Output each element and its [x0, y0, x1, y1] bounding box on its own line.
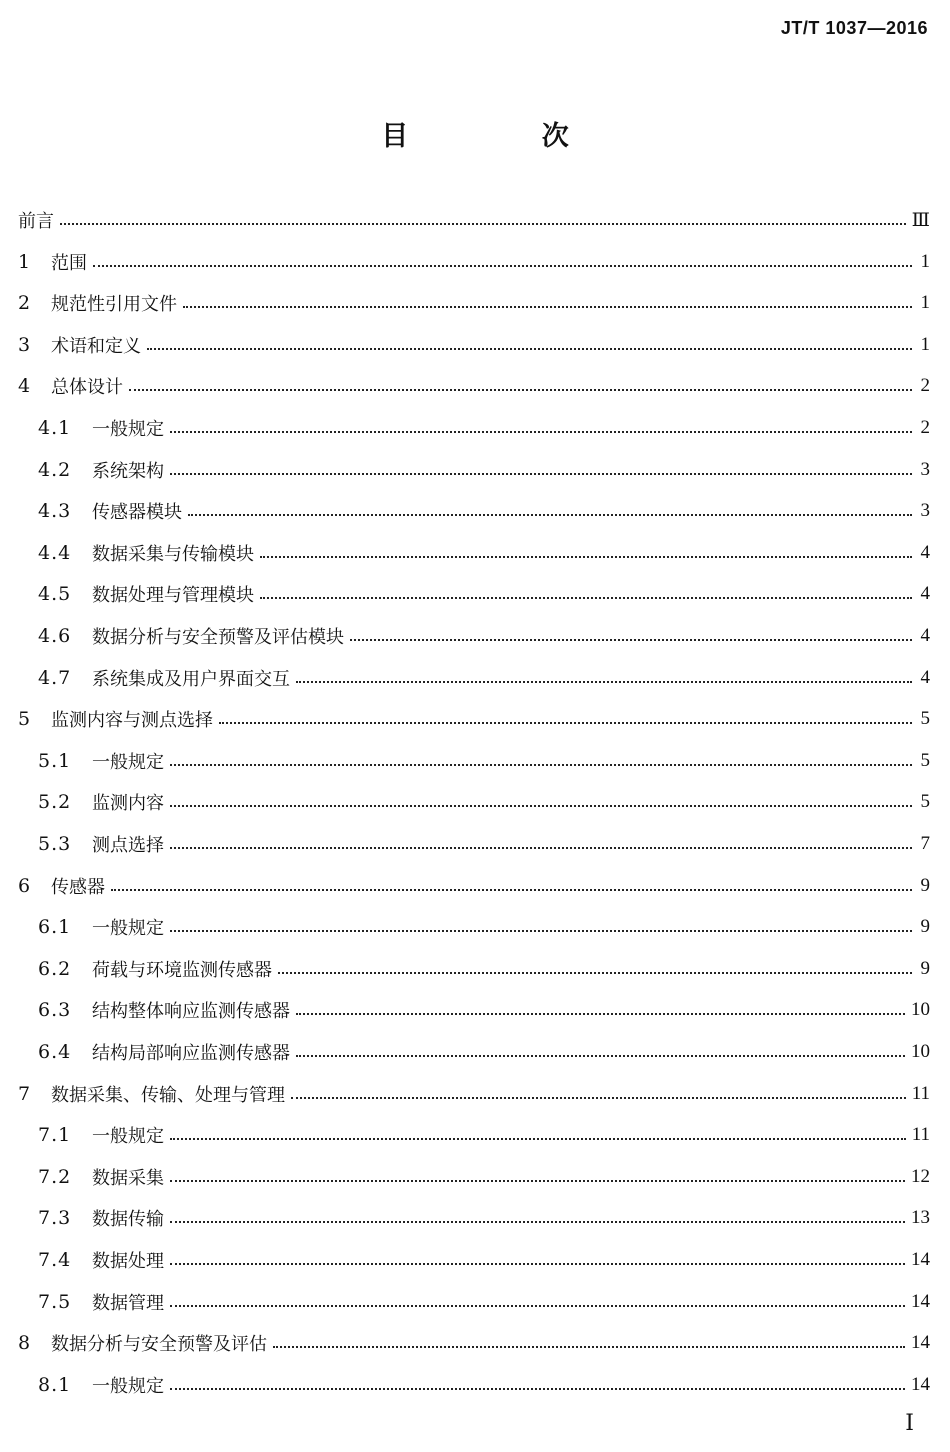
dot-leader	[260, 556, 912, 558]
page-title: 目 次	[381, 121, 631, 152]
toc-entry-page-number: 4	[920, 542, 930, 563]
toc-entry-label: 数据管理	[92, 1293, 164, 1314]
toc-entry-label: 术语和定义	[51, 336, 141, 357]
toc-entry-label: 规范性引用文件	[51, 294, 177, 315]
toc-entry-page-number: 5	[920, 708, 930, 729]
toc-entry[interactable]	[38, 663, 930, 693]
toc-entry-page-number: 5	[920, 750, 930, 771]
dot-leader	[170, 1180, 905, 1182]
toc-entry-page-number: 3	[920, 500, 930, 521]
toc-entry[interactable]	[38, 954, 930, 984]
page-folio: Ⅰ	[905, 1410, 914, 1435]
toc-entry-page-number: 14	[911, 1291, 930, 1312]
dot-leader	[170, 805, 912, 807]
toc-entry-page-number: 9	[920, 916, 930, 937]
toc-entry-number: 7.2	[38, 1166, 72, 1188]
toc-entry-label: 数据传输	[92, 1209, 164, 1230]
toc-entry-page-number: 9	[920, 958, 930, 979]
toc-entry[interactable]	[38, 538, 930, 568]
dot-leader	[170, 431, 912, 433]
toc-entry-number: 6	[18, 875, 31, 897]
toc-entry-label: 传感器	[51, 877, 105, 898]
dot-leader	[129, 389, 912, 391]
toc-entry-label: 荷载与环境监测传感器	[92, 960, 272, 981]
toc-entry[interactable]	[38, 1245, 930, 1275]
toc-entry-number: 7.3	[38, 1207, 72, 1229]
toc-entry-number: 8	[18, 1332, 31, 1354]
dot-leader	[260, 597, 912, 599]
toc-entry-label: 监测内容	[92, 793, 164, 814]
dot-leader	[291, 1097, 906, 1099]
toc-entry[interactable]	[38, 1037, 930, 1067]
toc-entry-label: 结构整体响应监测传感器	[92, 1001, 290, 1022]
toc-entry-number: 3	[18, 334, 31, 356]
toc-entry-page-number: 11	[911, 1124, 930, 1145]
toc-entry-number: 7	[18, 1083, 31, 1105]
dot-leader	[170, 1305, 905, 1307]
toc-entry-label: 数据采集、传输、处理与管理	[51, 1085, 285, 1106]
toc-entry-number: 5.2	[38, 791, 72, 813]
dot-leader	[219, 722, 912, 724]
dot-leader	[111, 889, 912, 891]
toc-entry-number: 4.5	[38, 583, 72, 605]
toc-entry-number: 5.1	[38, 750, 72, 772]
toc-entry-page-number: 11	[911, 1083, 930, 1104]
toc-entry-number: 6.1	[38, 916, 72, 938]
toc-entry-label: 一般规定	[92, 1376, 164, 1397]
toc-entry-label: 数据采集与传输模块	[92, 544, 254, 565]
dot-leader	[93, 265, 912, 267]
toc-entry-number: 4	[18, 375, 31, 397]
toc-entry-number: 1	[18, 251, 31, 273]
toc-entry-page-number: 10	[911, 1041, 930, 1062]
toc-entry[interactable]	[38, 829, 930, 859]
dot-leader	[170, 1221, 905, 1223]
toc-entry[interactable]	[18, 330, 930, 360]
toc-entry-page-number: 10	[911, 999, 930, 1020]
toc-entry-label: 系统集成及用户界面交互	[92, 669, 290, 690]
toc-entry-label: 一般规定	[92, 752, 164, 773]
toc-entry-label: 一般规定	[92, 419, 164, 440]
toc-entry-number: 4.4	[38, 542, 72, 564]
dot-leader	[188, 514, 912, 516]
toc-entry-page-number: 14	[911, 1332, 930, 1353]
toc-entry-number: 4.3	[38, 500, 72, 522]
toc-entry[interactable]	[38, 995, 930, 1025]
toc-entry-number: 4.6	[38, 625, 72, 647]
dot-leader	[170, 764, 912, 766]
toc-entry-number: 8.1	[38, 1374, 72, 1396]
dot-leader	[170, 1388, 905, 1390]
toc-entry[interactable]	[18, 1079, 930, 1109]
toc-entry-page-number: 4	[920, 625, 930, 646]
toc-entry-number: 7.1	[38, 1124, 72, 1146]
toc-entry[interactable]	[18, 871, 930, 901]
toc-entry-page-number: 1	[920, 334, 930, 355]
toc-entry[interactable]	[38, 787, 930, 817]
toc-entry[interactable]	[18, 371, 930, 401]
toc-entry-label: 系统架构	[92, 461, 164, 482]
toc-entry[interactable]	[38, 1370, 930, 1400]
toc-entry-label: 总体设计	[51, 377, 123, 398]
toc-entry[interactable]	[18, 704, 930, 734]
toc-entry-label: 传感器模块	[92, 502, 182, 523]
toc-entry[interactable]	[18, 1328, 930, 1358]
toc-entry-label: 前言	[18, 211, 54, 232]
toc-entry[interactable]	[38, 1120, 930, 1150]
dot-leader	[170, 847, 912, 849]
toc-entry[interactable]	[38, 496, 930, 526]
toc-entry-page-number: 14	[911, 1249, 930, 1270]
toc-entry-label: 数据分析与安全预警及评估模块	[92, 627, 344, 648]
dot-leader	[296, 681, 912, 683]
toc-entry[interactable]	[18, 247, 930, 277]
toc-entry-number: 6.4	[38, 1041, 72, 1063]
dot-leader	[170, 1138, 906, 1140]
dot-leader	[350, 639, 912, 641]
toc-entry-label: 范围	[51, 253, 87, 274]
toc-entry-label: 数据分析与安全预警及评估	[51, 1334, 267, 1355]
dot-leader	[170, 1263, 905, 1265]
toc-entry-page-number: 13	[911, 1207, 930, 1228]
toc-entry-page-number: 14	[911, 1374, 930, 1395]
toc-entry-label: 测点选择	[92, 835, 164, 856]
toc-entry-number: 5	[18, 708, 31, 730]
toc-entry-number: 2	[18, 292, 31, 314]
toc-entry-page-number: Ⅲ	[911, 209, 930, 231]
toc-entry-label: 数据处理	[92, 1251, 164, 1272]
dot-leader	[170, 473, 912, 475]
toc-entry-label: 结构局部响应监测传感器	[92, 1043, 290, 1064]
toc-entry[interactable]	[38, 413, 930, 443]
toc-entry-page-number: 4	[920, 583, 930, 604]
standard-code: JT/T 1037—2016	[780, 18, 928, 38]
toc-entry-page-number: 1	[920, 292, 930, 313]
toc-entry-page-number: 1	[920, 251, 930, 272]
toc-entry[interactable]	[38, 746, 930, 776]
toc-entry-label: 数据处理与管理模块	[92, 585, 254, 606]
toc-entry-number: 4.7	[38, 667, 72, 689]
dot-leader	[296, 1055, 905, 1057]
toc-entry[interactable]	[18, 288, 930, 318]
toc-entry[interactable]	[38, 1287, 930, 1317]
toc-entry-page-number: 5	[920, 791, 930, 812]
dot-leader	[278, 972, 912, 974]
toc-entry-page-number: 9	[920, 875, 930, 896]
toc-entry[interactable]	[38, 1203, 930, 1233]
toc-entry-page-number: 2	[920, 417, 930, 438]
dot-leader	[147, 348, 912, 350]
toc-entry-number: 6.3	[38, 999, 72, 1021]
toc-entry[interactable]	[38, 579, 930, 609]
toc-entry-number: 7.5	[38, 1291, 72, 1313]
toc-entry-label: 数据采集	[92, 1168, 164, 1189]
toc-entry-label: 一般规定	[92, 918, 164, 939]
toc-entry[interactable]	[38, 1162, 930, 1192]
toc-entry-page-number: 2	[920, 375, 930, 396]
dot-leader	[273, 1346, 905, 1348]
toc-entry-number: 6.2	[38, 958, 72, 980]
toc-entry-number: 7.4	[38, 1249, 72, 1271]
toc-entry-page-number: 4	[920, 667, 930, 688]
toc-entry[interactable]	[38, 621, 930, 651]
toc-entry-number: 4.2	[38, 459, 72, 481]
toc-entry-number: 4.1	[38, 417, 72, 439]
toc-entry-page-number: 12	[911, 1166, 930, 1187]
dot-leader	[183, 306, 912, 308]
dot-leader	[170, 930, 912, 932]
toc-entry[interactable]	[18, 205, 930, 235]
dot-leader	[60, 223, 906, 225]
toc-entry-label: 一般规定	[92, 1126, 164, 1147]
toc-entry-label: 监测内容与测点选择	[51, 710, 213, 731]
toc-entry-page-number: 3	[920, 459, 930, 480]
toc-entry-number: 5.3	[38, 833, 72, 855]
toc-entry-page-number: 7	[920, 833, 930, 854]
toc-entry[interactable]	[38, 455, 930, 485]
toc-entry[interactable]	[38, 912, 930, 942]
dot-leader	[296, 1013, 905, 1015]
